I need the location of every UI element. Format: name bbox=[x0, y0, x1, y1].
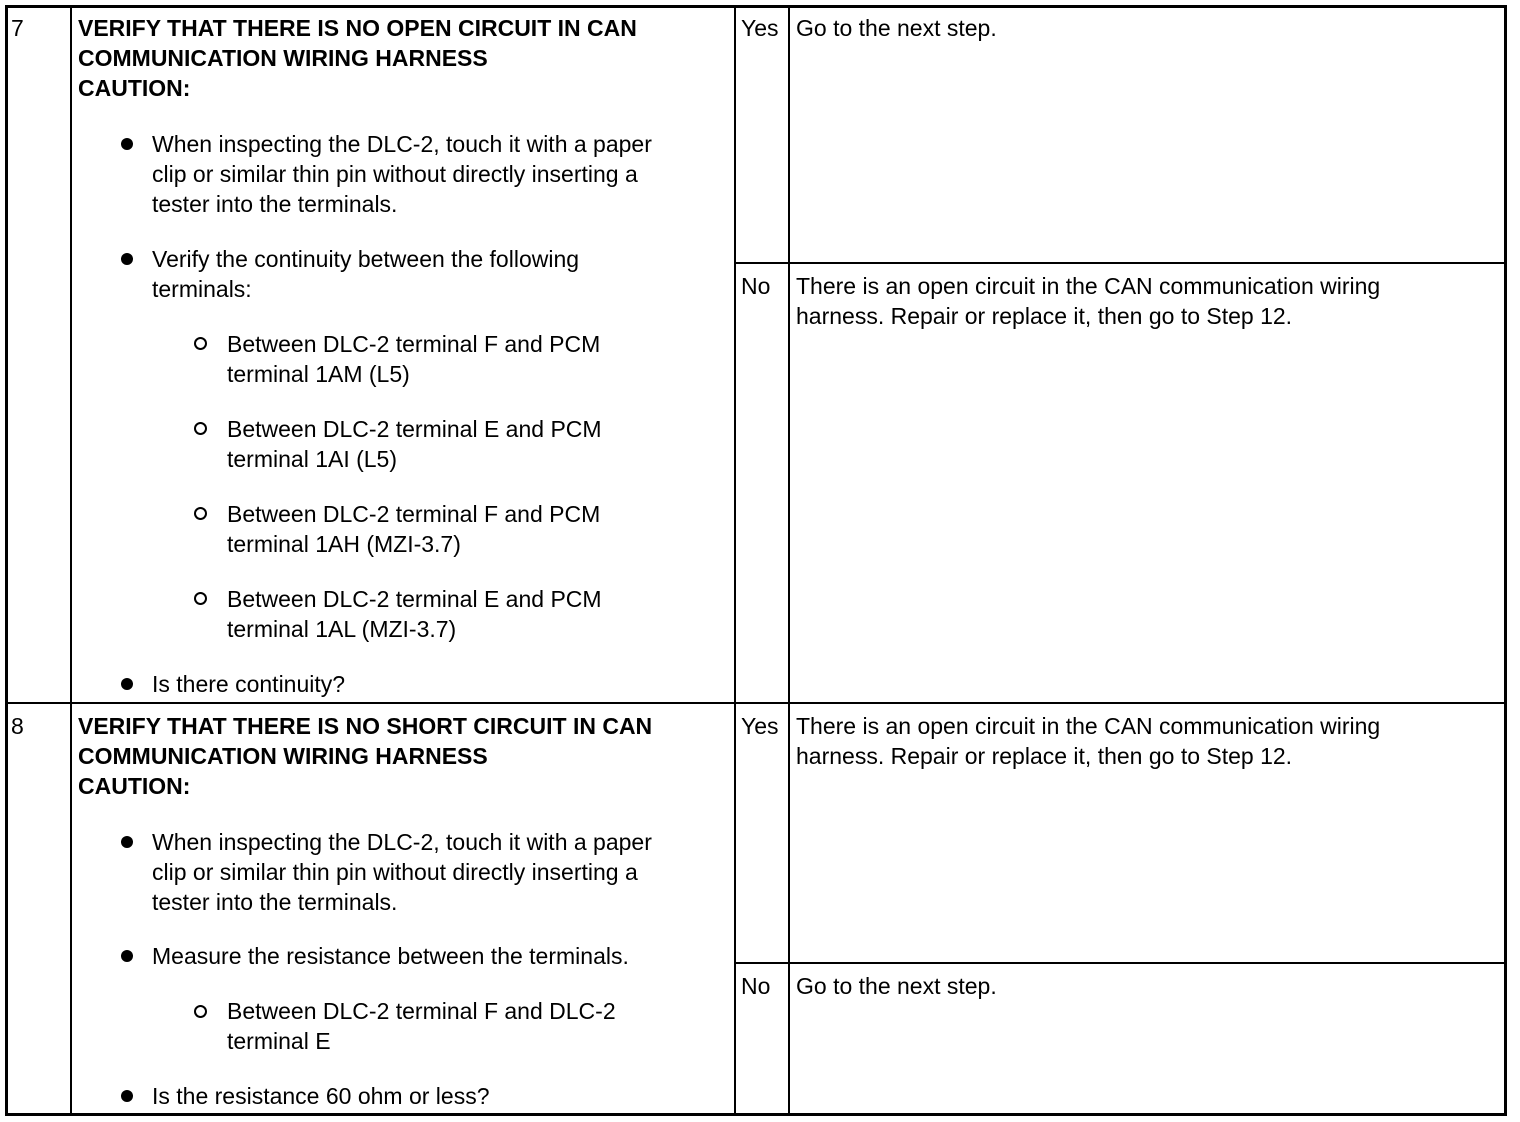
no-result: There is an open circuit in the CAN communication wiring bbox=[796, 273, 1381, 299]
sub-bullet-icon bbox=[194, 422, 207, 435]
bullet-text: tester into the terminals. bbox=[152, 889, 398, 915]
sub-bullet-text: Between DLC-2 terminal F and PCM bbox=[227, 331, 601, 357]
no-label: No bbox=[741, 973, 771, 999]
bullet-text: Measure the resistance between the terminals. bbox=[152, 943, 629, 969]
bullet-text: clip or similar thin pin without directly inserting a bbox=[152, 859, 638, 885]
sub-bullet-icon bbox=[194, 592, 207, 605]
yes-result: harness. Repair or replace it, then go to Step 12. bbox=[796, 743, 1293, 769]
step-number: 8 bbox=[11, 713, 24, 739]
no-label: No bbox=[741, 273, 771, 299]
column-divider bbox=[70, 5, 72, 1116]
sub-bullet-text: Between DLC-2 terminal E and PCM bbox=[227, 416, 602, 442]
bullet-icon bbox=[121, 836, 133, 848]
caution-label: CAUTION: bbox=[78, 773, 191, 799]
row-divider bbox=[734, 262, 1507, 264]
bullet-icon bbox=[121, 950, 133, 962]
bullet-text: tester into the terminals. bbox=[152, 191, 398, 217]
bullet-text: clip or similar thin pin without directly inserting a bbox=[152, 161, 638, 187]
yes-result: There is an open circuit in the CAN communication wiring bbox=[796, 713, 1381, 739]
step-title: VERIFY THAT THERE IS NO OPEN CIRCUIT IN CAN bbox=[78, 15, 637, 41]
step-title: COMMUNICATION WIRING HARNESS bbox=[78, 45, 488, 71]
sub-bullet-text: Between DLC-2 terminal E and PCM bbox=[227, 586, 602, 612]
step-number: 7 bbox=[11, 15, 24, 41]
bullet-text: terminals: bbox=[152, 276, 252, 302]
bullet-icon bbox=[121, 1090, 133, 1102]
yes-label: Yes bbox=[741, 713, 779, 739]
bullet-text: When inspecting the DLC-2, touch it with a paper bbox=[152, 829, 652, 855]
sub-bullet-text: terminal 1AM (L5) bbox=[227, 361, 410, 387]
sub-bullet-text: Between DLC-2 terminal F and PCM bbox=[227, 501, 601, 527]
bullet-text: Verify the continuity between the following bbox=[152, 246, 580, 272]
caution-label: CAUTION: bbox=[78, 75, 191, 101]
sub-bullet-icon bbox=[194, 507, 207, 520]
row-divider bbox=[734, 962, 1507, 964]
bullet-icon bbox=[121, 253, 133, 265]
bullet-text: Is there continuity? bbox=[152, 671, 346, 697]
step-title: VERIFY THAT THERE IS NO SHORT CIRCUIT IN CAN bbox=[78, 713, 653, 739]
sub-bullet-icon bbox=[194, 1005, 207, 1018]
sub-bullet-text: terminal 1AH (MZI-3.7) bbox=[227, 531, 461, 557]
bullet-icon bbox=[121, 678, 133, 690]
yes-result: Go to the next step. bbox=[796, 15, 997, 41]
sub-bullet-text: terminal E bbox=[227, 1028, 331, 1054]
step-title: COMMUNICATION WIRING HARNESS bbox=[78, 743, 488, 769]
sub-bullet-text: terminal 1AL (MZI-3.7) bbox=[227, 616, 457, 642]
sub-bullet-icon bbox=[194, 337, 207, 350]
column-divider bbox=[734, 5, 736, 1116]
bullet-text: Is the resistance 60 ohm or less? bbox=[152, 1083, 490, 1109]
no-result: harness. Repair or replace it, then go to Step 12. bbox=[796, 303, 1293, 329]
sub-bullet-text: terminal 1AI (L5) bbox=[227, 446, 398, 472]
sub-bullet-text: Between DLC-2 terminal F and DLC-2 bbox=[227, 998, 616, 1024]
yes-label: Yes bbox=[741, 15, 779, 41]
column-divider bbox=[788, 5, 790, 1116]
bullet-text: When inspecting the DLC-2, touch it with a paper bbox=[152, 131, 652, 157]
row-divider bbox=[5, 702, 1507, 704]
no-result: Go to the next step. bbox=[796, 973, 997, 999]
bullet-icon bbox=[121, 138, 133, 150]
